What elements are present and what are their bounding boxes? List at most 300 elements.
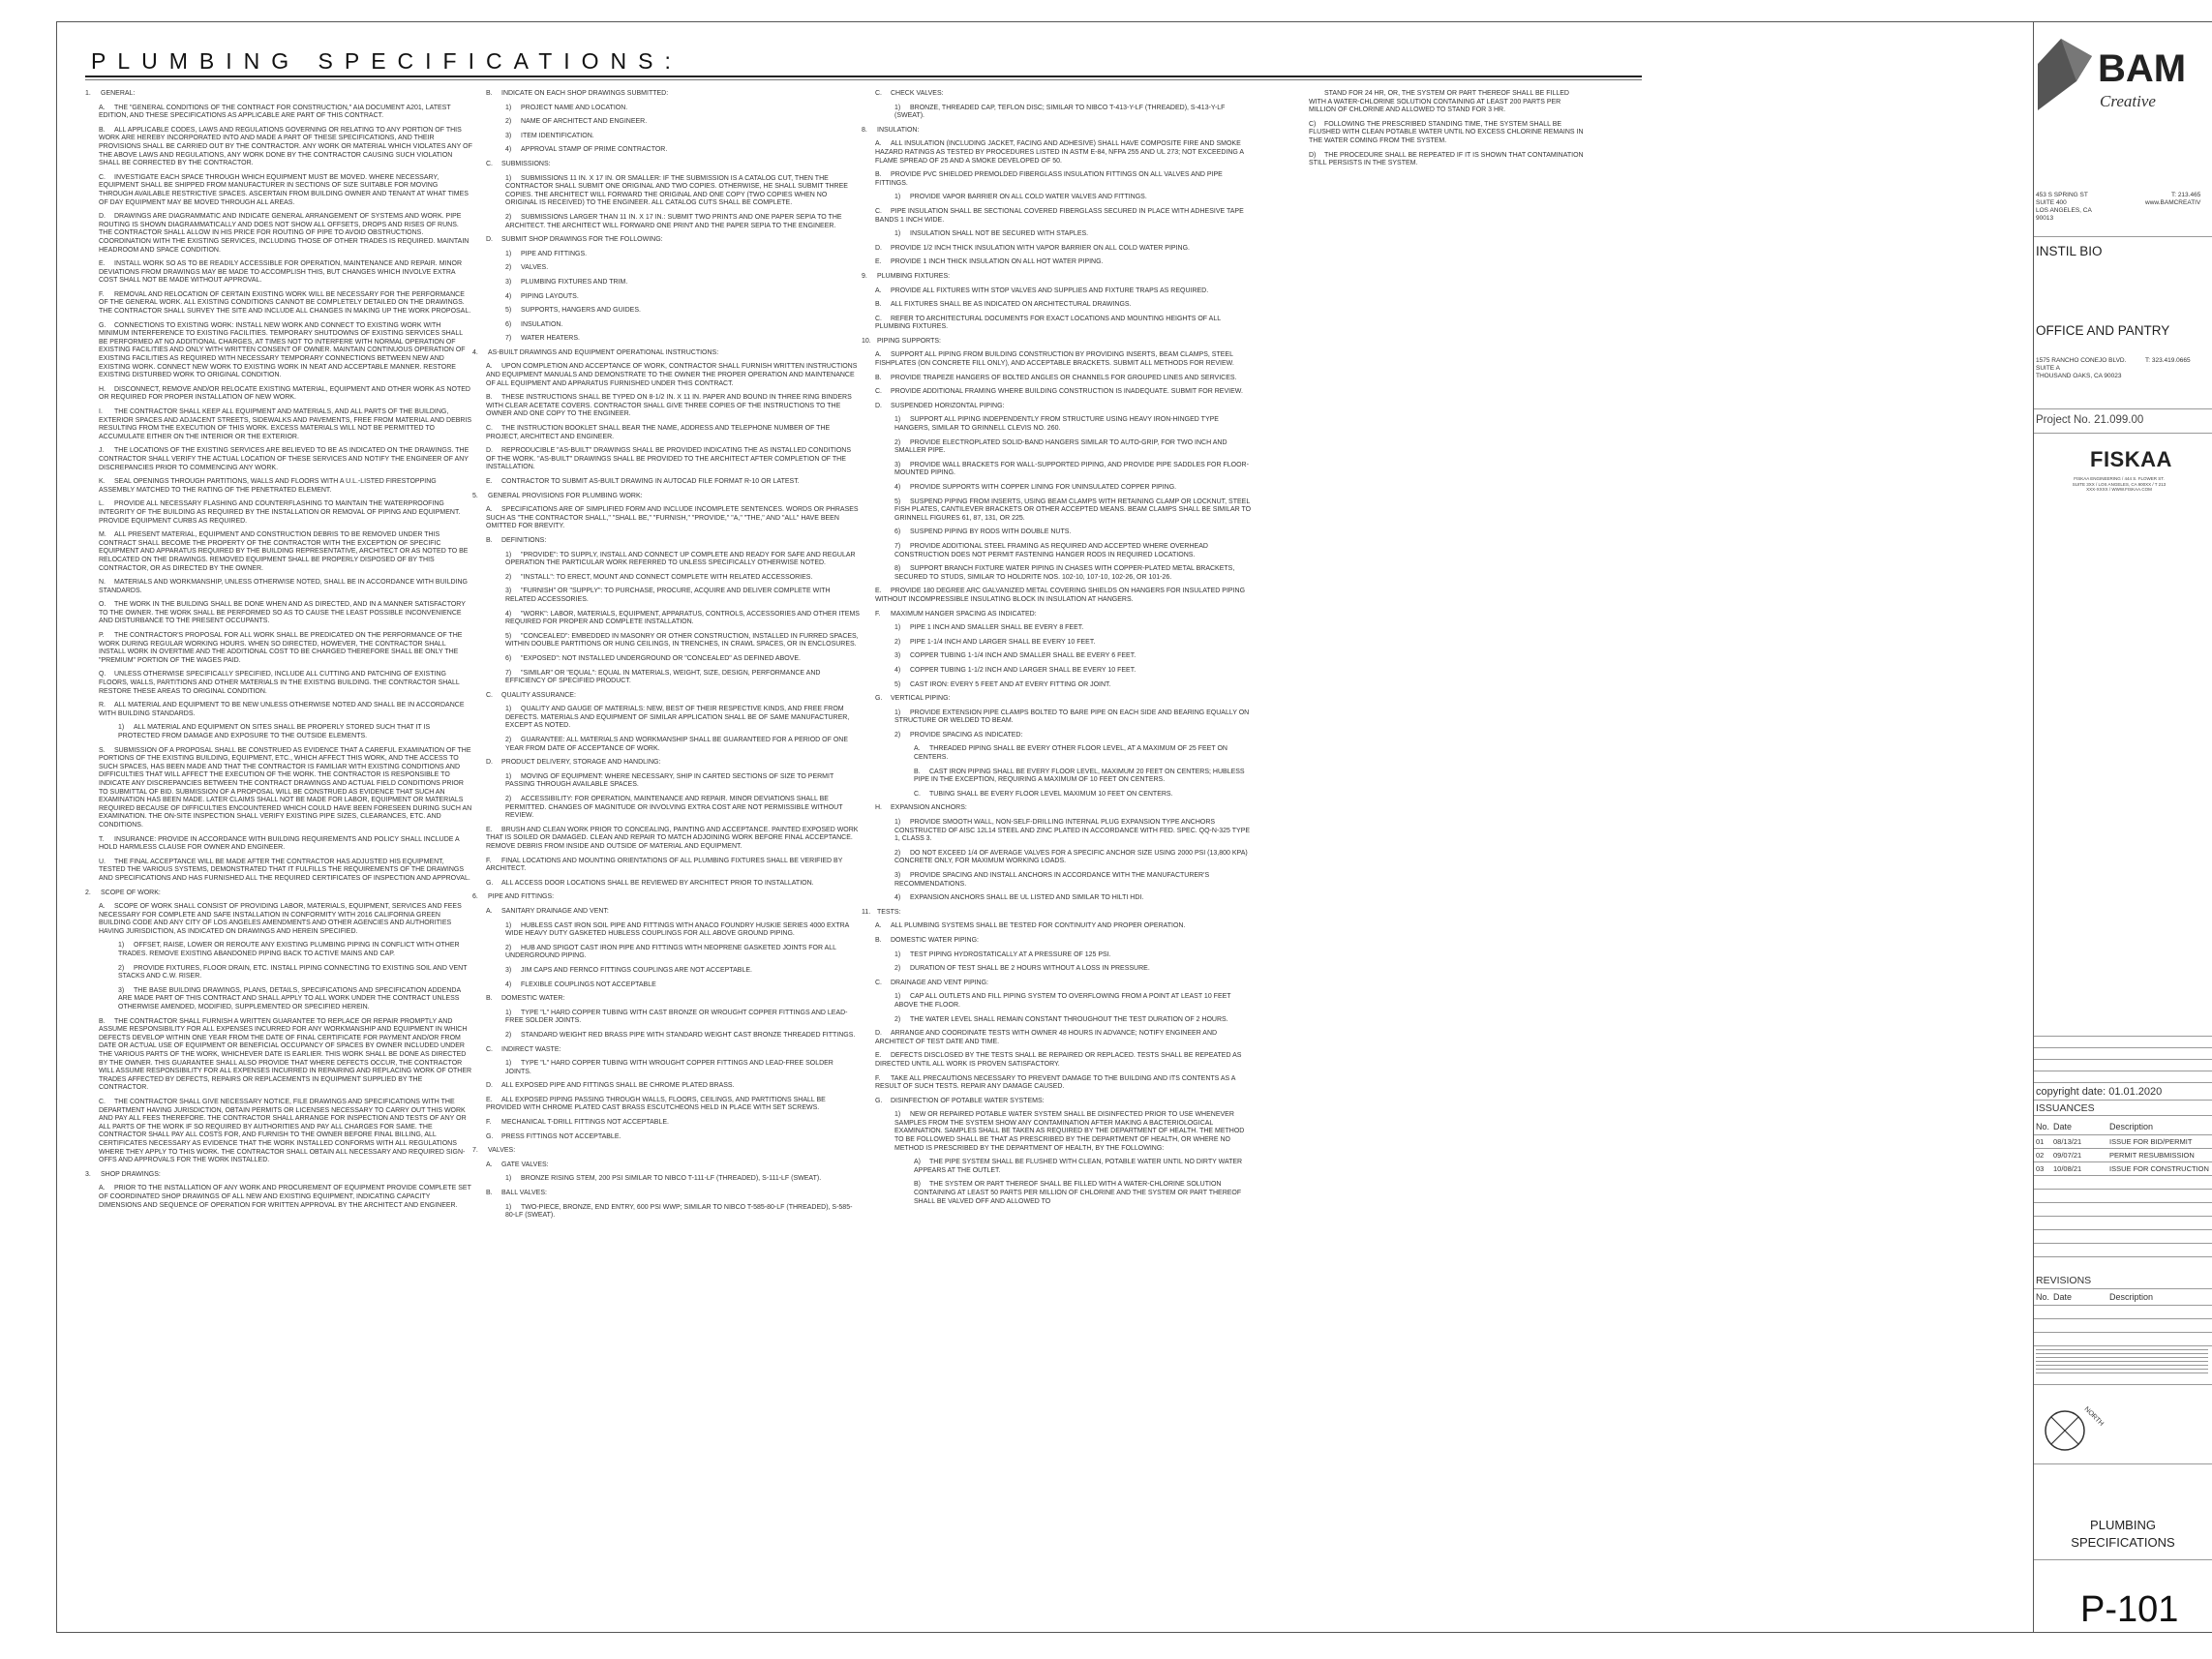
tb-divider [2034,408,2212,409]
spec-item [85,890,472,898]
spec-item-text: ACCESSIBILITY: FOR OPERATION, MAINTENANCE AND REPAIR. MINOR DEVIATIONS SHALL BE PERMITTED. CHANGES OF MAGNITUDE OR INVOLVING EXTRA COST ARE NOT PERMISSIBLE WITHOUT REVIEW. [505,796,843,820]
spec-item-text: UNLESS OTHERWISE SPECIFICALLY SPECIFIED, INCLUDE ALL CUTTING AND PATCHING OF EXISTING FLOORS, WALLS, PARTITIONS AND OTHER MATERIALS IN THE EXISTING BUILDING. THE CONTRACTOR SHALL RESTORE THESE AREAS TO ORIGINAL CONDITION. [99,671,460,695]
tb-divider [2034,1229,2212,1230]
spec-item-number: D. [875,402,882,409]
spec-item-text: PROVIDE WALL BRACKETS FOR WALL-SUPPORTED PIPING, AND PROVIDE PIPE SADDLES FOR FLOOR-MOUNTED PIPING. [894,461,1249,477]
spec-item-number: S. [99,746,106,754]
spec-item-text: STANDARD WEIGHT RED BRASS PIPE WITH STANDARD WEIGHT CAST BRONZE THREADED FITTINGS. [521,1031,856,1039]
spec-item-text: UPON COMPLETION AND ACCEPTANCE OF WORK, CONTRACTOR SHALL FURNISH WRITTEN INSTRUCTIONS AND EQUIPMENT MANUALS AND DEMONSTRATE TO THE OWNER THE PROPER OPERATION AND MAINTENANCE OF ALL EQUIPMENT AND APPARATUS FURNISHED UNDER THIS CONTRACT. [486,363,858,387]
spec-item [862,351,1254,368]
spec-item [472,773,860,790]
spec-item-text: SUBMISSIONS: [501,160,551,167]
spec-item [862,484,1254,493]
spec-item [85,322,472,380]
spec-item-text: AS-BUILT DRAWINGS AND EQUIPMENT OPERATIONAL INSTRUCTIONS: [488,348,719,356]
spec-item [862,1098,1254,1106]
spec-item-text: GATE VALVES: [501,1161,549,1168]
north-label: NORTH [2082,1405,2106,1428]
spec-item [472,133,860,141]
spec-item-number: G. [99,321,106,329]
spec-item-number: 2) [894,965,901,973]
spec-item-number: 4) [894,894,901,902]
spec-item [472,161,860,169]
spec-item-text: "PROVIDE": TO SUPPLY, INSTALL AND CONNECT UP COMPLETE AND READY FOR SAFE AND REGULAR OPERATION THE PARTICULAR WORK REFERRED TO UNLESS SPECIFICALLY OTHERWISE NOTED. [505,551,856,567]
spec-item-text: VALVES. [521,264,549,272]
spec-item-text: SUSPENDED HORIZONTAL PIPING: [891,402,1005,409]
spec-item [472,552,860,568]
spec-item-text: THE "GENERAL CONDITIONS OF THE CONTRACT FOR CONSTRUCTION," AIA DOCUMENT A201, LATEST EDITION, AND THESE SPECIFICATIONS AS APPLICABLE ARE PART OF THIS CONTRACT. [99,104,451,120]
spec-item-text: PROVIDE ALL NECESSARY FLASHING AND COUNTERFLASHING TO MAINTAIN THE WATERPROOFING INTEGRITY OF THE BUILDING AS REQUIRED BY THE INSTALLATION OR REMOVAL OF PIPING AND EQUIPMENT. PROVIDE EQUIPMENT CURBS AS REQUIRED. [99,500,461,525]
tb-divider [2034,1059,2212,1060]
spec-item-text: BRONZE, THREADED CAP, TEFLON DISC; SIMILAR TO NIBCO T-413-Y-LF (THREADED), S-413-Y-LF (SWEAT). [894,104,1226,120]
spec-item-number: 4) [505,610,512,618]
spec-item-text: WATER HEATERS. [521,335,580,343]
logo-text: BAM [2098,47,2187,90]
spec-item [862,528,1254,537]
spec-item [862,894,1254,903]
spec-item [862,171,1254,188]
spec-item-text: DEFINITIONS: [501,536,547,544]
spec-item-number: B. [914,768,921,775]
spec-item-text: INDICATE ON EACH SHOP DRAWINGS SUBMITTED: [501,90,669,97]
spec-item-number: C. [914,790,921,798]
spec-item-text: INDIRECT WASTE: [501,1045,561,1053]
spec-item-number: A. [875,140,882,148]
spec-item-number: H. [875,804,882,812]
tb-divider [2034,1216,2212,1217]
engineer-logo: FISKAA [2090,447,2172,471]
spec-item-number: 1) [505,1060,512,1068]
tb-divider [2034,1345,2212,1346]
project-number: Project No. 21.099.00 [2036,414,2144,426]
spec-item [472,251,860,259]
spec-item-text: VERTICAL PIPING: [891,695,951,703]
spec-item [472,706,860,731]
spec-item [862,245,1254,254]
spec-item-number: 9. [862,272,867,280]
spec-item-text: PIPING LAYOUTS. [521,292,579,300]
spec-item-number: D) [1309,151,1317,159]
spec-item [472,146,860,155]
spec-item-text: BRUSH AND CLEAN WORK PRIOR TO CONCEALING, PAINTING AND ACCEPTANCE. PAINTED EXPOSED WORK THAT IS SOILED OR DAMAGED. CLEAN AND REPAIR TO MATCH ADJOINING WORK BEFORE FINAL ACCEPTANCE. REMOVE DEBRIS FROM INSIDE AND OUTSIDE OF MATERIAL AND EQUIPMENT. [486,826,859,850]
spec-item-text: GENERAL: [101,90,136,97]
spec-item-text: THE WORK IN THE BUILDING SHALL BE DONE WHEN AND AS DIRECTED, AND IN A MANNER SATISFACTORY TO THE OWNER. THE WORK SHALL BE PERFORMED SO AS TO CAUSE THE LEAST POSSIBLE INCONVENIENCE AND DISTURBANCE TO THE PRESENT OCCUPANTS. [99,601,466,625]
spec-item-text: SUBMISSIONS 11 IN. X 17 IN. OR SMALLER: IF THE SUBMISSION IS A CATALOG CUT, THEN THE CONTRACTOR SHALL SUBMIT ONE ORIGINAL AND TWO COPIES. OTHERWISE, HE SHALL SUBMIT THREE COPIES. THE ARCHITECT WILL FORWARD THE ORIGINAL AND ONE COPY (TWO COPIES WHEN NO ORIGINAL IS RECEIVED) TO THE ENGINEER. ALL CATALOG CUTS SHALL BE COMPLETE. [505,174,848,207]
spec-item-text: THE INSTRUCTION BOOKLET SHALL BEAR THE NAME, ADDRESS AND TELEPHONE NUMBER OF THE PROJECT, ARCHITECT AND ENGINEER. [486,425,831,440]
spec-item [472,105,860,113]
spec-item-number: C. [486,691,493,699]
spec-item-text: NEW OR REPAIRED POTABLE WATER SYSTEM SHALL BE DISINFECTED PRIOR TO USE WHENEVER SAMPLES FROM THE SYSTEM SHOW ANY CONTAMINATION AFTER MAKING A BACTERIOLOGICAL EXAMINATION. SAMPLES SHALL BE TAKEN AS REQUIRED BY THE DEPARTMENT OF HEALTH. THE METHOD TO BE FOLLOWED SHALL BE THAT AS PRESCRIBED BY THE DEPARTMENT OF HEALTH, OR WHERE NO METHOD IS PRESCRIBED BY THE DEPARTMENT OF HEALTH, BY THE FOLLOWING: [894,1111,1245,1152]
spec-item [472,1010,860,1026]
spec-item-number: H. [99,385,106,393]
spec-item-number: 5) [505,632,512,640]
spec-item [1257,90,1586,115]
bam-logo [2034,21,2212,137]
spec-item-number: 4) [894,666,901,674]
spec-item-text: DOMESTIC WATER: [501,995,565,1003]
spec-item-text: SUSPEND PIPING BY RODS WITH DOUBLE NUTS. [910,528,1072,536]
spec-item-number: 2) [505,213,512,221]
spec-item [862,819,1254,844]
spec-item-text: PRESS FITTINGS NOT ACCEPTABLE. [501,1132,621,1140]
spec-item-number: P. [99,632,105,640]
spec-item-number: 1) [505,250,512,257]
spec-item [862,1111,1254,1153]
project-name: OFFICE AND PANTRY [2036,323,2170,338]
spec-item-number: 1) [505,174,512,182]
spec-item-number: 4) [505,146,512,154]
spec-item-text: ALL EXPOSED PIPE AND FITTINGS SHALL BE CHROME PLATED BRASS. [501,1082,735,1090]
spec-item [85,671,472,696]
spec-item [862,403,1254,411]
spec-item-number: 1) [894,993,901,1001]
spec-item-number: A. [486,1161,493,1168]
spec-item-number: 2) [118,964,125,972]
spec-item-text: INSULATION. [521,320,563,328]
spec-item [85,859,472,884]
spec-item-text: VALVES: [488,1147,516,1155]
spec-item [85,127,472,168]
spec-item [85,579,472,595]
spec-item [472,349,860,358]
sheet-name: PLUMBING SPECIFICATIONS [2071,1518,2175,1550]
spec-item [472,827,860,852]
spec-item-number: F. [875,610,881,618]
spec-item-text: THE SYSTEM OR PART THEREOF SHALL BE FILLED WITH A WATER-CHLORINE SOLUTION CONTAINING AT LEAST 50 PARTS PER MILLION OF CHLORINE AND THE SYSTEM OR PART THEREOF SHALL BE VALVED OFF AND ALLOWED TO [914,1181,1242,1205]
spec-item-number: G. [486,1132,494,1140]
spec-item-number: E. [486,1096,493,1103]
spec-item-number: E. [875,258,882,266]
spec-item-text: PLUMBING FIXTURES: [877,272,951,280]
spec-item-text: "INSTALL": TO ERECT, MOUNT AND CONNECT COMPLETE WITH RELATED ACCESSORIES. [521,573,813,581]
spec-item [472,506,860,531]
spec-item-number: B. [875,171,882,179]
issuances-title: ISSUANCES [2036,1102,2095,1114]
spec-item [472,1046,860,1055]
spec-item [472,692,860,701]
spec-item [862,1159,1254,1175]
spec-item-number: 1) [505,772,512,780]
spec-item-text: ITEM IDENTIFICATION. [521,132,594,139]
spec-item-text: THE FINAL ACCEPTANCE WILL BE MADE AFTER THE CONTRACTOR HAS ADJUSTED HIS EQUIPMENT, TESTED THE VARIOUS SYSTEMS, DEMONSTRATED THAT IT FULFILLS THE REQUIREMENTS OF THE DRAWINGS AND SPECIFICATIONS AND HAS FURNISHED ALL THE REQUIRED CERTIFICATES OF INSPECTION AND APPROVAL. [99,858,470,882]
spec-item [85,531,472,573]
spec-item-text: TEST PIPING HYDROSTATICALLY AT A PRESSURE OF 125 PSI. [910,950,1111,958]
spec-item [862,105,1254,121]
spec-item-text: FLEXIBLE COUPLINGS NOT ACCEPTABLE [521,980,656,988]
spec-item-text: CAST IRON PIPING SHALL BE EVERY FLOOR LEVEL, MAXIMUM 20 FEET ON CENTERS; HUBLESS PIPE IN THE EXCEPTION, REQUIRING A MAXIMUM OF 10 FEET ON CENTERS. [914,768,1245,784]
spec-item-number: C. [875,90,882,97]
spec-item-number: D. [486,447,493,455]
spec-item [472,1175,860,1184]
spec-item-number: F. [99,290,105,298]
spec-item-number: B. [486,995,493,1003]
spec-item-text: "SIMILAR" OR "EQUAL": EQUAL IN MATERIALS, WEIGHT, SIZE, DESIGN, PERFORMANCE AND EFFICIENCY OF SPECIFIED PRODUCT. [505,669,821,685]
spec-item-text: SUSPEND PIPING FROM INSERTS, USING BEAM CLAMPS WITH RETAINING CLAMP OR LOCKNUT, STEEL FISH PLATES, CANTILEVER BRACKETS OR OTHER ACCEPTED MEANS. BEAM CLAMPS SHALL BE SIMILAR TO GRINNELL FIGURES 61, 87, 131, OR 225. [894,498,1252,522]
spec-item-number: 1) [894,624,901,632]
spec-item [472,737,860,753]
spec-item-number: A. [875,922,882,930]
spec-item [862,681,1254,690]
spec-item-text: SUPPORT ALL PIPING INDEPENDENTLY FROM STRUCTURE USING HEAVY IRON-HINGED TYPE HANGERS, SIMILAR TO GRINNELL CLEVIS NO. 260. [894,416,1219,433]
spec-item-number: 1) [894,230,901,238]
spec-item-number: N. [99,579,106,587]
spec-item-text: TUBING SHALL BE EVERY FLOOR LEVEL MAXIMUM 10 FEET ON CENTERS. [929,790,1173,798]
tb-divider [2034,433,2212,434]
spec-item [862,1075,1254,1092]
spec-item [472,307,860,316]
spec-item [472,670,860,686]
spec-item-text: OFFSET, RAISE, LOWER OR REROUTE ANY EXISTING PLUMBING PIPING IN CONFLICT WITH OTHER TRADES. REMOVE EXISTING ABANDONED PIPING BACK TO ACTIVE MAINS AND CAP. [118,942,460,958]
issuance-row: 02 09/07/21 PERMIT RESUBMISSION [2036,1151,2195,1160]
spec-item-text: "EXPOSED": NOT INSTALLED UNDERGROUND OR "CONCEALED" AS DEFINED ABOVE. [521,654,801,662]
spec-item [472,893,860,902]
spec-item-text: PROVIDE SUPPORTS WITH COPPER LINING FOR UNINSULATED COPPER PIPING. [910,484,1177,491]
spec-item [862,258,1254,267]
spec-item [472,1032,860,1041]
spec-item-text: CAP ALL OUTLETS AND FILL PIPING SYSTEM TO OVERFLOWING FROM A POINT AT LEAST 10 FEET ABOVE THE FLOOR. [894,993,1231,1009]
spec-item-text: PIPE 1-1/4 INCH AND LARGER SHALL BE EVERY 10 FEET. [910,638,1096,646]
spec-item [862,301,1254,310]
spec-item [85,447,472,472]
spec-item [472,1204,860,1221]
spec-item-number: 2) [505,944,512,951]
spec-item-text: SUPPORTS, HANGERS AND GUIDES. [521,307,641,315]
firm-address: 453 S SPRING ST SUITE 400 LOS ANGELES, CA 90013 [2036,192,2092,222]
north-arrow-icon [2038,1396,2106,1463]
spec-item-number: C. [875,207,882,215]
spec-item-number: B. [99,126,106,134]
spec-item-text: TYPE "L" HARD COPPER TUBING WITH WROUGHT COPPER FITTINGS AND LEAD-FREE SOLDER JOINTS. [505,1060,833,1075]
spec-item-text: TAKE ALL PRECAUTIONS NECESSARY TO PREVENT DAMAGE TO THE BUILDING AND ITS CONTENTS AS A RESULT OF SUCH TESTS. REPAIR ANY DAMAGE CAUSED. [875,1074,1236,1091]
spec-item-number: E. [486,826,493,833]
spec-item [472,880,860,889]
spec-item-text: PROVIDE SPACING AND INSTALL ANCHORS IN ACCORDANCE WITH THE MANUFACTURER'S RECOMMENDATIONS. [894,872,1210,888]
spec-item-text: TESTS: [877,908,901,916]
tb-divider [2034,1202,2212,1203]
spec-item-number: F. [875,1074,881,1082]
spec-item-number: 6) [505,320,512,328]
spec-item-number: 1) [505,921,512,929]
spec-item [862,993,1254,1010]
spec-item-number: U. [99,858,106,865]
spec-item [862,287,1254,296]
spec-item-number: I. [99,408,103,415]
spec-item [1257,152,1586,168]
spec-item-number: 2) [505,118,512,126]
spec-item [85,90,472,99]
spec-item-number: 2) [894,849,901,857]
spec-item [862,127,1254,136]
spec-item-text: MECHANICAL T-DRILL FITTINGS NOT ACCEPTABLE. [501,1119,669,1127]
tb-divider [2034,1332,2212,1333]
tb-divider [2034,1318,2212,1319]
spec-item-text: INSTALL WORK SO AS TO BE READILY ACCESSIBLE FOR OPERATION, MAINTENANCE AND REPAIR. MINOR DEVIATIONS FROM DRAWINGS MAY BE MADE TO ACCOMPLISH THIS, BUT CHANGES WHICH INVOLVE EXTRA COST SHALL NOT BE MADE WITHOUT APPROVAL. [99,260,463,285]
spec-item [85,1018,472,1093]
spec-item-text: QUALITY AND GAUGE OF MATERIALS: NEW, BEST OF THEIR RESPECTIVE KINDS, AND FREE FROM DEFECTS. MATERIALS AND EQUIPMENT OF SIMILAR APPLICATION SHALL BE OF SAME MANUFACTURER, EXCEPT AS NOTED. [505,706,850,730]
spec-item [85,386,472,403]
spec-item-text: DISCONNECT, REMOVE AND/OR RELOCATE EXISTING MATERIAL, EQUIPMENT AND OTHER WORK AS NOTED OR REQUIRED FOR PROPER INSTALLATION OF NEW WORK. [99,385,470,402]
spec-item-number: A) [914,1159,921,1166]
spec-item-number: D. [99,213,106,221]
spec-item-text: THE PROCEDURE SHALL BE REPEATED IF IT IS SHOWN THAT CONTAMINATION STILL PERSISTS IN THE SYSTEM. [1309,151,1584,167]
spec-item-number: 1. [85,90,91,97]
spec-item [472,175,860,208]
spec-item [472,447,860,472]
spec-item [472,611,860,627]
spec-item [472,293,860,302]
spec-item-text: TWO-PIECE, BRONZE, END ENTRY, 600 PSI WWP; SIMILAR TO NIBCO T-585-80-LF (THREADED), S-585-80-LF (SWEAT). [505,1203,853,1220]
spec-item-text: REFER TO ARCHITECTURAL DOCUMENTS FOR EXACT LOCATIONS AND MOUNTING HEIGHTS OF ALL PLUMBING FIXTURES. [875,315,1221,331]
spec-column-1 [85,90,472,1216]
spec-item-number: G. [875,1097,883,1104]
spec-item-text: PRODUCT DELIVERY, STORAGE AND HANDLING: [501,759,661,767]
spec-column-2 [472,90,860,1226]
spec-item-number: F. [486,1119,492,1127]
spec-item-number: E. [875,588,882,595]
spec-item-number: J. [99,447,105,455]
spec-item-number: E. [99,260,106,268]
spec-item-text: SEAL OPENINGS THROUGH PARTITIONS, WALLS AND FLOORS WITH A U.L.-LISTED FIRESTOPPING ASSEMBLY MATCHED TO THE RATING OF THE PENETRATED ELEMENT. [99,478,437,494]
spec-item [85,478,472,495]
spec-item [472,264,860,273]
spec-item [862,611,1254,619]
spec-item [862,588,1254,604]
project-address: 1575 RANCHO CONEJO BLVD. SUITE A THOUSAND OAKS, CA 90023 [2036,357,2127,379]
spec-item-text: THESE INSTRUCTIONS SHALL BE TYPED ON 8-1/2 IN. X 11 IN. PAPER AND BOUND IN THREE RING BINDERS WITH CLEAR ACETATE COVERS. CONTRACTOR SHALL GIVE THREE COPIES OF THE INSTRUCTIONS TO THE OWNER AND ONE COPY TO THE ENGINEER. [486,394,852,418]
spec-item [862,462,1254,478]
spec-item-text: JIM CAPS AND FERNCO FITTINGS COUPLINGS ARE NOT ACCEPTABLE. [521,966,752,974]
spec-item-text: ALL ACCESS DOOR LOCATIONS SHALL BE REVIEWED BY ARCHITECT PRIOR TO INSTALLATION. [501,879,814,887]
spec-item [862,1052,1254,1069]
spec-item [472,1161,860,1170]
spec-item-number: 1) [118,724,125,732]
spec-item [862,1181,1254,1206]
spec-item-number: 2) [894,731,901,739]
spec-item [85,903,472,936]
spec-item-text: THE LOCATIONS OF THE EXISTING SERVICES ARE BELIEVED TO BE AS INDICATED ON THE DRAWINGS. THE CONTRACTOR SHALL VERIFY THE ACTUAL LOCATION OF THESE SERVICES AND NOTIFY THE ENGINEER OF ANY DISCREPANCIES PRIOR TO COMMENCING ANY WORK. [99,447,470,471]
spec-item-number: C. [875,315,882,322]
spec-item [472,981,860,990]
spec-item [85,1099,472,1165]
spec-item [862,230,1254,239]
spec-item-number: 3) [894,652,901,660]
spec-item-text: ALL APPLICABLE CODES, LAWS AND REGULATIONS GOVERNING OR RELATING TO ANY PORTION OF THIS WORK ARE HEREBY INCORPORATED INTO AND MADE A PART OF THESE SPECIFICATIONS, AND THEIR PROVISIONS SHALL BE CARRIED OUT BY THE CONTRACTOR. ANY WORK OR MATERIAL WHICH VIOLATES ANY OF THE ABOVE LAWS AND REGULATIONS, ANY WORK DONE BY THE CONTRACTOR CAUSING SUCH VIOLATION SHALL BE CORRECTED BY THE CONTRACTOR. [99,126,472,167]
spec-item-number: 1) [118,942,125,950]
spec-item-number: 2) [505,264,512,272]
spec-item-text: HUB AND SPIGOT CAST IRON PIPE AND FITTINGS WITH NEOPRENE GASKETED JOINTS FOR ALL UNDERGROUND PIPING. [505,944,836,960]
spec-item-number: 10. [862,337,871,345]
spec-item-number: 1) [894,950,901,958]
spec-item [862,695,1254,704]
spec-item-number: 1) [894,709,901,716]
tb-divider [2034,1384,2212,1385]
spec-item [472,425,860,441]
spec-item-number: 4. [472,348,478,356]
spec-item-number: C) [1309,120,1317,128]
spec-item [85,105,472,121]
spec-item-number: 2) [894,438,901,446]
spec-item-text: ARRANGE AND COORDINATE TESTS WITH OWNER 48 HOURS IN ADVANCE; NOTIFY ENGINEER AND ARCHITECT OF TEST DATE AND TIME. [875,1030,1218,1045]
sheet-number: P-101 [2080,1589,2179,1630]
tb-divider [2034,236,2212,237]
spec-item [862,194,1254,202]
spec-item-number: 3) [118,986,125,994]
spec-item [472,394,860,419]
spec-item-text: PROVIDE EXTENSION PIPE CLAMPS BOLTED TO BARE PIPE ON EACH SIDE AND BEARING EQUALLY ON STRUCTURE OR WELDED TO BEAM. [894,709,1250,725]
spec-item [862,388,1254,397]
spec-item-number: 2) [894,1015,901,1023]
spec-item-number: 2) [505,796,512,803]
project-contact: T: 323.419.0665 [2145,357,2191,364]
spec-item-text: INSURANCE: PROVIDE IN ACCORDANCE WITH BUILDING REQUIREMENTS AND POLICY SHALL INCLUDE A HOLD HARMLESS CLAUSE FOR OWNER AND ENGINEER. [99,835,460,852]
spec-item [862,316,1254,332]
spec-item-number: 3) [505,132,512,139]
spec-item-text: PROVIDE ELECTROPLATED SOLID-BAND HANGERS SIMILAR TO AUTO-GRIP, FOR TWO INCH AND SMALLER PIPE. [894,438,1227,455]
spec-item-number: B. [875,936,882,944]
spec-item-text: CONTRACTOR TO SUBMIT AS-BUILT DRAWING IN AUTOCAD FILE FORMAT R-10 OR LATEST. [501,478,800,485]
spec-item [862,937,1254,946]
spec-item [85,836,472,853]
spec-item-number: 5) [894,498,901,505]
spec-item-number: 2) [894,638,901,646]
spec-item-number: B. [486,90,493,97]
spec-item-number: 5) [505,307,512,315]
spec-item [862,140,1254,166]
spec-item-text: THREADED PIPING SHALL BE EVERY OTHER FLOOR LEVEL, AT A MAXIMUM OF 25 FEET ON CENTERS. [914,745,1227,762]
spec-item-text: "WORK": LABOR, MATERIALS, EQUIPMENT, APPARATUS, CONTROLS, ACCESSORIES AND OTHER ITEMS REQUIRED FOR PROPER AND COMPLETE INSTALLATION. [505,610,860,626]
spec-item [85,724,472,740]
spec-item-number: 2. [85,889,91,896]
spec-item [85,1185,472,1210]
spec-item-number: 7. [472,1147,478,1155]
tb-divider [2034,1082,2212,1083]
spec-item-text: PIPE INSULATION SHALL BE SECTIONAL COVERED FIBERGLASS SECURED IN PLACE WITH ADHESIVE TAPE BANDS 1 INCH WIDE. [875,207,1244,224]
spec-item-text: SPECIFICATIONS ARE OF SIMPLIFIED FORM AND INCLUDE INCOMPLETE SENTENCES. WORDS OR PHRASES SUCH AS "THE CONTRACTOR SHALL," "SHALL BE," "FURNISH," "PROVIDE," "A," "THE," AND "ALL" HAVE BEEN OMITTED FOR BREVITY. [486,506,859,530]
spec-item [862,565,1254,582]
spec-item-text: QUALITY ASSURANCE: [501,691,576,699]
spec-item [472,118,860,127]
spec-item-number: Q. [99,671,106,679]
spec-item-text: DO NOT EXCEED 1/4 OF AVERAGE VALVES FOR A SPECIFIC ANCHOR SIZE USING 2000 PSI (13,800 KPA) CONCRETE ONLY, FOR MAXIMUM WORKING LOADS. [894,849,1248,865]
spec-item [472,995,860,1004]
spec-item [862,709,1254,726]
spec-item-number: 1) [505,104,512,111]
spec-item-text: ALL PRESENT MATERIAL, EQUIPMENT AND CONSTRUCTION DEBRIS TO BE REMOVED UNDER THIS CONTRACT SHALL BECOME THE PROPERTY OF THE CONTRACTOR WITH THE EXCEPTION OF SPECIFIC EQUIPMENT AND APPARATUS REQUIRED BY THE BUILDING REPRESENTATIVE, ARCHITECT OR AS NOTED TO BE RELOCATED ON THE DRAWINGS. REMOVED EQUIPMENT SHALL BE PROPERLY DISPOSED OF BY THIS CONTRACTOR, OR AS DIRECTED BY THE OWNER. [99,531,469,572]
spec-item-number: F. [486,857,492,864]
spec-item-number: A. [486,907,493,915]
spec-item-text: THE CONTRACTOR SHALL FURNISH A WRITTEN GUARANTEE TO REPLACE OR REPAIR PROMPTLY AND ASSUME RESPONSIBILITY FOR ALL EXPENSES INCURRED FOR ANY WORKMANSHIP AND EQUIPMENT IN WHICH DEFECTS DEVELOP WITHIN ONE YEAR FROM THE DATE OF FINAL CERTIFICATE FOR PAYMENT AND/OR FROM DATE OR ACTUAL USE OF EQUIPMENT OR BENEFICIAL OCCUPANCY OF SPACES BY OWNER INCLUDED UNDER THE VARIOUS PARTS OF THE WORK, WHICHEVER DATE IS EARLIER. THIS WORK SHALL BE DONE AS DIRECTED BY THE OWNER. THIS GUARANTEE SHALL ALSO PROVIDE THAT WHERE DEFECTS OCCUR, THE CONTRACTOR WILL ASSUME RESPONSIBILITY FOR ALL EXPENSES INCURRED IN REPAIRING AND REPLACING WORK OF OTHER TRADES AFFECTED BY DEFECTS, REPAIRS OR REPLACEMENTS IN EQUIPMENT SUPPLIED BY THE CONTRACTOR. [99,1017,472,1092]
spec-columns [56,82,1653,1621]
spec-item-number: D. [486,236,493,244]
spec-item [862,543,1254,559]
spec-item-text: THE WATER LEVEL SHALL REMAIN CONSTANT THROUGHOUT THE TEST DURATION OF 2 HOURS. [910,1015,1228,1023]
spec-item-text: INSULATION SHALL NOT BE SECURED WITH STAPLES. [910,230,1089,238]
spec-item-number: 3) [894,872,901,879]
spec-item [472,633,860,649]
spec-item-text: PROVIDE 180 DEGREE ARC GALVANIZED METAL COVERING SHIELDS ON HANGERS FOR INSULATED PIPING WITHOUT INCOMPRESSIBLE INSULATING BLOCK IN INSULATION AT HANGERS. [875,588,1246,603]
spec-item-text: COPPER TUBING 1-1/4 INCH AND SMALLER SHALL BE EVERY 6 FEET. [910,652,1136,660]
spec-item-text: CONNECTIONS TO EXISTING WORK: INSTALL NEW WORK AND CONNECT TO EXISTING WORK WITH MINIMUM INTERFERENCE TO EXISTING FACILITIES. TEMPORARY SHUTDOWNS OF EXISTING SERVICES SHALL BE PERFORMED AT NO ADDITIONAL CHARGES, AT TIMES NOT TO INTERFERE WITH NORMAL OPERATION OF EXISTING FACILITIES AND ONLY WITH WRITTEN CONSENT OF OWNER. MAINTAIN CONTINUOUS OPERATION OF EXISTING FACILITIES AS REQUIRED WITH NECESSARY TEMPORARY CONNECTIONS BETWEEN NEW AND EXISTING WORK. CONNECT NEW WORK TO EXISTING WORK IN NEAT AND ACCEPTABLE MANNER. RESTORE EXISTING DISTURBED WORK TO ORIGINAL CONDITION. [99,321,466,379]
spec-item-text: PROVIDE SPACING AS INDICATED: [910,731,1023,739]
spec-item-number: K. [99,478,106,486]
tb-divider [2034,1134,2212,1135]
spec-item-text: PLUMBING FIXTURES AND TRIM. [521,278,628,286]
spec-item-text: THE PIPE SYSTEM SHALL BE FLUSHED WITH CLEAN, POTABLE WATER UNTIL NO DIRTY WATER APPEARS AT THE OUTLET. [914,1159,1243,1174]
spec-item [862,1030,1254,1046]
spec-item-text: EXPANSION ANCHORS: [891,804,967,812]
spec-item-text: PROJECT NAME AND LOCATION. [521,104,628,111]
spec-item-number: G. [486,879,494,887]
